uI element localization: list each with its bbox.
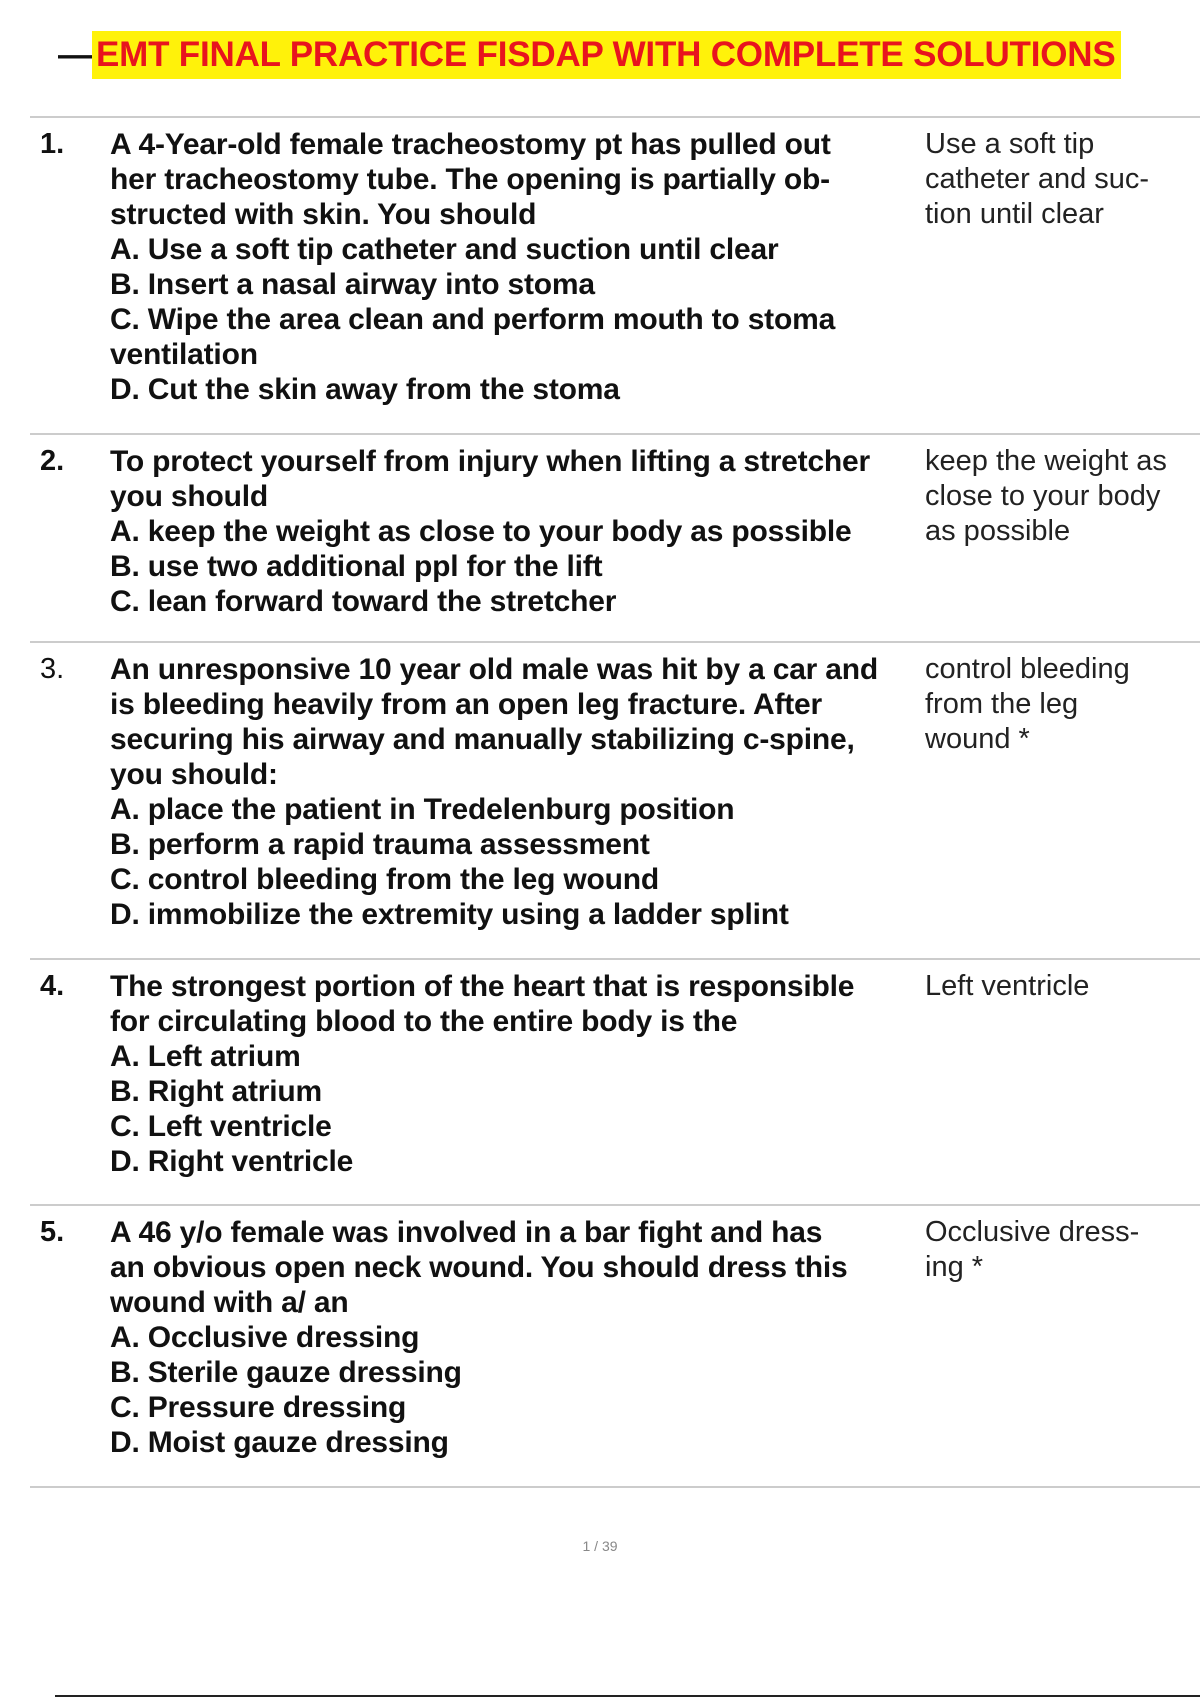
divider — [30, 1204, 1200, 1206]
question-number: 3. — [40, 653, 65, 685]
option-c-cont: ventilation — [110, 338, 258, 371]
question-line: A 4-Year-old female tracheostomy pt has pulled out — [110, 128, 831, 161]
page-indicator: 1 / 39 — [582, 1538, 618, 1554]
answer-line: tion until clear — [925, 198, 1104, 230]
option-b: B. use two additional ppl for the lift — [110, 550, 603, 583]
answer-line: control bleeding — [925, 653, 1130, 685]
option-b: B. Sterile gauze dressing — [110, 1356, 462, 1389]
option-c: C. Pressure dressing — [110, 1391, 407, 1424]
answer-text — [925, 1215, 1200, 1285]
question-item-1 — [30, 127, 1200, 417]
question-item-3 — [30, 652, 1200, 942]
option-c: C. Wipe the area clean and perform mouth to stoma — [110, 303, 836, 336]
answer-line: ing * — [925, 1251, 984, 1283]
answer-line: Occlusive dress- — [925, 1216, 1140, 1248]
question-line: securing his airway and manually stabilizing c-spine, — [110, 723, 855, 756]
option-a: A. Use a soft tip catheter and suction until clear — [110, 233, 779, 266]
answer-line: catheter and suc- — [925, 163, 1150, 195]
question-item-2 — [30, 444, 1200, 624]
divider — [30, 433, 1200, 435]
question-line: you should: — [110, 758, 278, 791]
question-item-4 — [30, 969, 1200, 1189]
question-line: is bleeding heavily from an open leg fracture. After — [110, 688, 822, 721]
answer-text — [925, 444, 1200, 549]
option-d: D. Moist gauze dressing — [110, 1426, 449, 1459]
answer-line: keep the weight as — [925, 445, 1167, 477]
question-line: her tracheostomy tube. The opening is partially ob- — [110, 163, 830, 196]
question-line: The strongest portion of the heart that is responsible — [110, 970, 855, 1003]
question-line: An unresponsive 10 year old male was hit by a car and — [110, 653, 879, 686]
option-a: A. Occlusive dressing — [110, 1321, 420, 1354]
answer-line: Left ventricle — [925, 970, 1090, 1002]
question-text — [110, 1215, 950, 1460]
footer-divider — [55, 1695, 1200, 1697]
question-number: 4. — [40, 970, 65, 1002]
question-text — [110, 969, 950, 1179]
document-title: EMT FINAL PRACTICE FISDAP WITH COMPLETE SOLUTIONS — [92, 31, 1121, 79]
answer-line: wound * — [925, 723, 1030, 755]
option-a: A. place the patient in Tredelenburg position — [110, 793, 735, 826]
option-b: B. perform a rapid trauma assessment — [110, 828, 650, 861]
question-line: structed with skin. You should — [110, 198, 537, 231]
question-number: 2. — [40, 445, 65, 477]
question-number: 1. — [40, 128, 65, 160]
divider — [30, 641, 1200, 643]
answer-line: Use a soft tip — [925, 128, 1095, 160]
option-d: D. Cut the skin away from the stoma — [110, 373, 620, 406]
question-text — [110, 444, 950, 619]
option-b: B. Insert a nasal airway into stoma — [110, 268, 595, 301]
divider — [30, 1486, 1200, 1488]
option-c: C. control bleeding from the leg wound — [110, 863, 660, 896]
answer-text — [925, 127, 1200, 232]
question-line: wound with a/ an — [110, 1286, 349, 1319]
answer-line: as possible — [925, 515, 1071, 547]
divider — [30, 958, 1200, 960]
divider — [30, 116, 1200, 118]
question-line: you should — [110, 480, 268, 513]
option-a: A. Left atrium — [110, 1040, 301, 1073]
answer-line: from the leg — [925, 688, 1079, 720]
answer-text — [925, 969, 1200, 1004]
question-line: for circulating blood to the entire body is the — [110, 1005, 738, 1038]
question-line: an obvious open neck wound. You should dress this — [110, 1251, 848, 1284]
document-title-row — [58, 30, 1121, 80]
question-text — [110, 127, 950, 407]
title-dash: — — [58, 36, 92, 74]
option-d: D. immobilize the extremity using a ladder splint — [110, 898, 789, 931]
option-a: A. keep the weight as close to your body as possible — [110, 515, 852, 548]
question-text — [110, 652, 950, 932]
option-b: B. Right atrium — [110, 1075, 322, 1108]
option-c: C. Left ventricle — [110, 1110, 332, 1143]
answer-line: close to your body — [925, 480, 1161, 512]
option-d: D. Right ventricle — [110, 1145, 354, 1178]
question-item-5 — [30, 1215, 1200, 1470]
question-line: To protect yourself from injury when lifting a stretcher — [110, 445, 871, 478]
answer-text — [925, 652, 1200, 757]
option-c: C. lean forward toward the stretcher — [110, 585, 617, 618]
question-number: 5. — [40, 1216, 65, 1248]
question-line: A 46 y/o female was involved in a bar fight and has — [110, 1216, 823, 1249]
